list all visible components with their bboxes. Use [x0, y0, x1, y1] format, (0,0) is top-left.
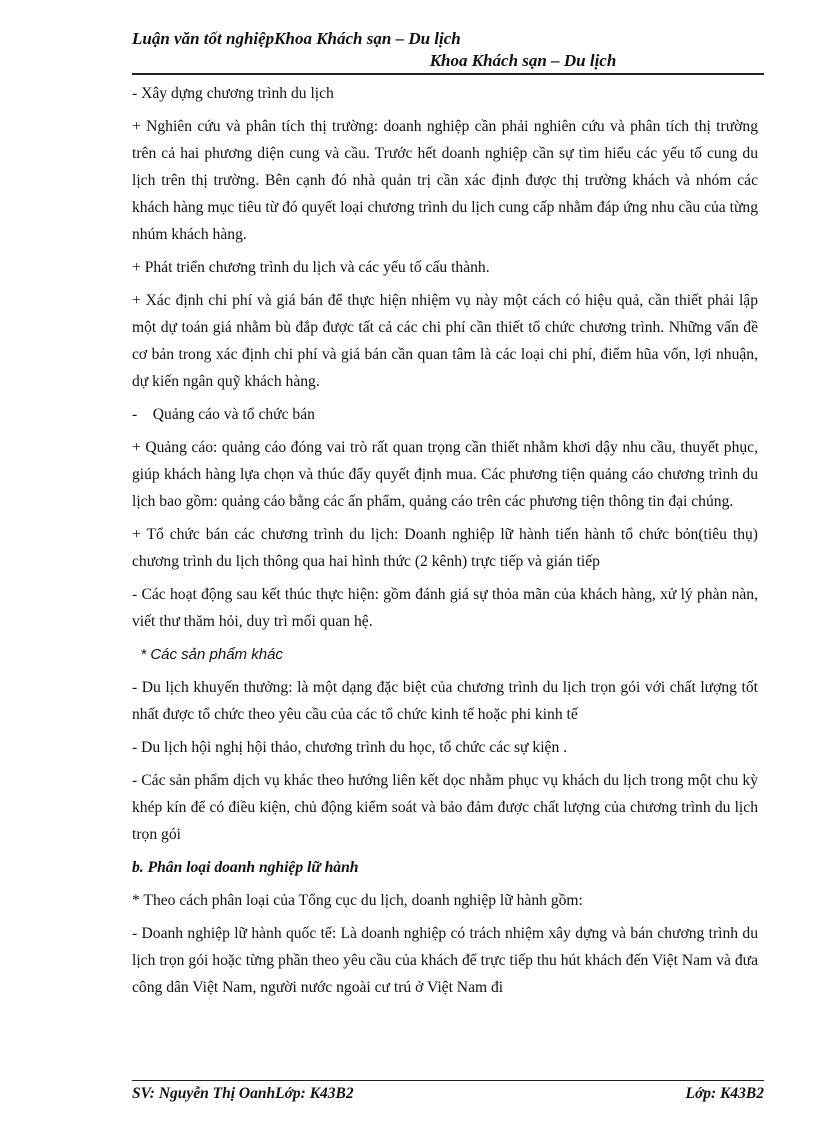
- paragraph: - Doanh nghiệp lữ hành quốc tế: Là doanh nghiệp có trách nhiệm xây dựng và bán chương trình du lịch trọn gói hoặc từng phần theo yêu cầu của khách để trực tiếp thu hút khách đến Việt Nam và đưa công dân Việt Nam, người nước ngoài cư trú ở Việt Nam đi: [132, 925, 758, 996]
- paragraph: - Các sản phẩm dịch vụ khác theo hướng liên kết dọc nhằm phục vụ khách du lịch trong một chu kỳ khép kín để có điều kiện, chủ động kiểm soát và bảo đảm được chất lượng của chương trình du lịch trọn gói: [132, 772, 758, 843]
- paragraph: * Theo cách phân loại của Tổng cục du lịch, doanh nghiệp lữ hành gồm:: [132, 892, 583, 909]
- section-heading: b. Phân loại doanh nghiệp lữ hành: [132, 859, 359, 876]
- paragraph: + Xác định chi phí và giá bán để thực hiện nhiệm vụ này một cách có hiệu quả, cần thiết phải lập một dự toán giá nhằm bù đắp được tất cả các chi phí cần thiết tổ chức chương trình. Những vấn đề cơ bản trong xác định chi phí và giá bán cần quan tâm là các loại chi phí, điểm hũa vốn, lợi nhuận, dự kiến ngân quỹ khách hàng.: [132, 292, 758, 390]
- header-subtitle: Khoa Khách sạn – Du lịch: [429, 51, 617, 70]
- paragraph: - Du lịch hội nghị hội thảo, chương trình du học, tổ chức các sự kiện .: [132, 739, 568, 756]
- paragraph: + Tổ chức bán các chương trình du lịch: Doanh nghiệp lữ hành tiến hành tổ chức bỏn(tiêu thụ) chương trình du lịch thông qua hai hình thức (2 kênh) trực tiếp và gián tiếp: [132, 526, 758, 570]
- paragraph: - Du lịch khuyến thưởng: là một dạng đặc biệt của chương trình du lịch trọn gói với chất lượng tốt nhất được tổ chức theo yêu cầu của các tổ chức kinh tế hoặc phi kinh tế: [132, 679, 758, 723]
- paragraph: + Nghiên cứu và phân tích thị trường: doanh nghiệp cần phải nghiên cứu và phân tích thị trường trên cả hai phương diện cung và cầu. Trước hết doanh nghiệp cần sự tìm hiểu các yếu tố cung du lịch trên thị trường. Bên cạnh đó nhà quản trị cần xác định được thị trường khách và nhóm các khách hàng mục tiêu từ đó quyết loại chương trình du lịch cung cấp nhằm đáp ứng nhu cầu của từng nhúm khách hàng.: [132, 118, 758, 243]
- header-title: Luận văn tốt nghiệpKhoa Khách sạn – Du lịch: [132, 29, 461, 48]
- paragraph: - Quảng cáo và tổ chức bán: [132, 406, 315, 423]
- page-header: [132, 28, 764, 72]
- paragraph: - Các hoạt động sau kết thúc thực hiện: gồm đánh giá sự thỏa mãn của khách hàng, xử lý phàn nàn, viết thư thăm hỏi, duy trì mối quan hệ.: [132, 586, 758, 630]
- paragraph: + Quảng cáo: quảng cáo đóng vai trò rất quan trọng cần thiết nhằm khơi dậy nhu cầu, thuyết phục, giúp khách hàng lựa chọn và thúc đẩy quyết định mua. Các phương tiện quảng cáo chương trình du lịch bao gồm: quảng cáo bằng các ấn phẩm, quảng cáo trên các phương tiện thông tin đại chúng.: [132, 439, 758, 510]
- header-divider: [132, 73, 764, 75]
- section-label: * Các sản phẩm khác: [132, 646, 283, 663]
- footer-divider: [132, 1080, 764, 1081]
- paragraph: - Xây dựng chương trình du lịch: [132, 85, 334, 102]
- document-body: [132, 78, 758, 1001]
- page-footer: [132, 1084, 764, 1104]
- footer-class: Lớp: K43B2: [685, 1085, 764, 1102]
- footer-student: SV: Nguyễn Thị OanhLớp: K43B2: [132, 1085, 354, 1102]
- paragraph: + Phát triển chương trình du lịch và các yếu tố cấu thành.: [132, 259, 490, 276]
